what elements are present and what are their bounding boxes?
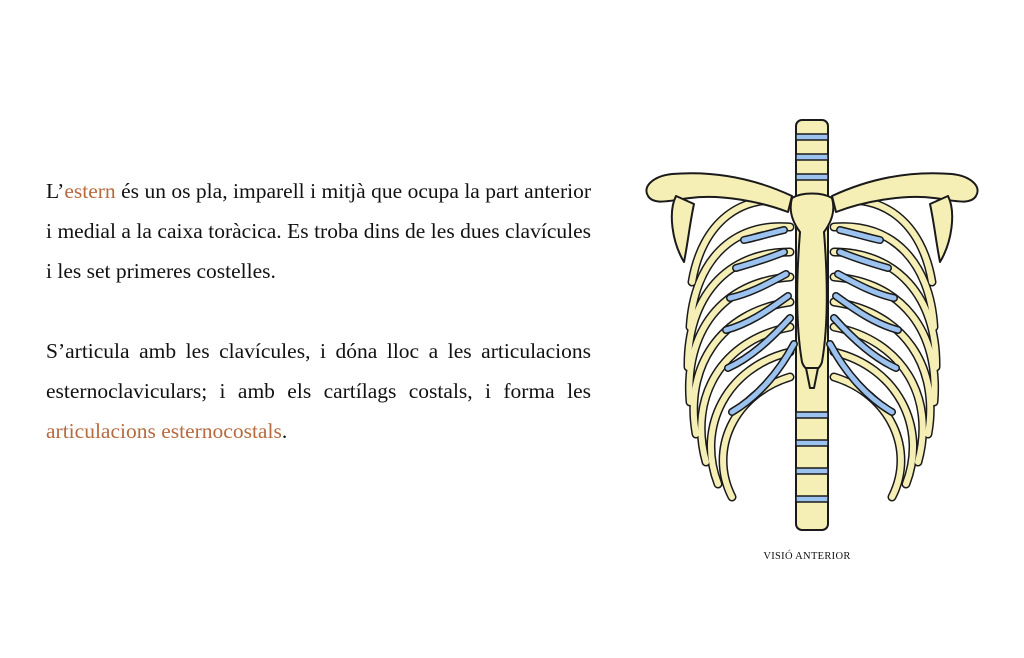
ribcage-illustration xyxy=(632,112,992,542)
paragraph2-trail: . xyxy=(281,419,288,443)
ribcage-anterior-view-drawing xyxy=(632,112,992,542)
paragraph1-body: és un os pla, imparell i mitjà que ocupa la part anterior i medial a la caixa toràcica. Es troba dins de les dues clavícules i les set primeres costelles. xyxy=(46,179,591,283)
left-clavicle xyxy=(646,173,792,212)
text-column xyxy=(46,171,591,451)
right-scapula xyxy=(930,196,952,262)
left-scapula xyxy=(672,196,694,262)
left-ribs-fill xyxy=(688,200,792,497)
keyword-articulacions-esternocostals: articulacions esternocostals xyxy=(46,419,282,443)
right-clavicle xyxy=(832,173,978,212)
keyword-estern: estern xyxy=(64,179,116,203)
paragraph1-lead: L’ xyxy=(46,179,65,203)
right-ribs-fill xyxy=(832,200,936,497)
paragraph2-lead: S’articula amb les clavícules, i dóna lloc a les articulacions esternoclaviculars; i amb els cartílags costals, i forma les xyxy=(46,339,591,403)
figure-caption: VISIÓ ANTERIOR xyxy=(763,551,851,562)
paragraph-sternum-articulations xyxy=(46,331,591,451)
paragraph-sternum-definition xyxy=(46,171,591,291)
